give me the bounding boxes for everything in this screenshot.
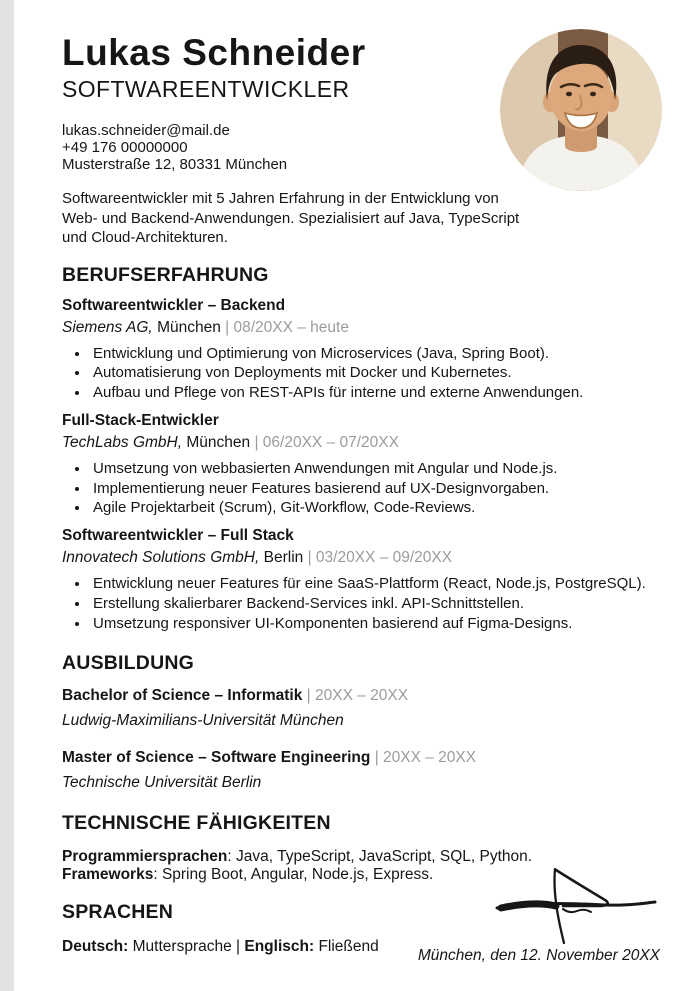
contact-block [62, 122, 666, 173]
job-title: Softwareentwickler – Backend [62, 296, 286, 314]
job-bullet-list [62, 344, 666, 403]
section-education [62, 652, 666, 792]
contact-address: Musterstraße 12, 80331 München [62, 156, 288, 173]
school-name: Ludwig-Maximilians-Universität München [62, 711, 344, 729]
job-company: TechLabs GmbH, [62, 433, 183, 451]
job-bullet: • Entwicklung und Optimierung von Microservices (Java, Spring Boot). [90, 344, 666, 364]
degree-separator: | [374, 748, 379, 766]
section-experience [62, 264, 666, 634]
degree-line [62, 749, 666, 767]
job-company: Innovatech Solutions GmbH, [62, 549, 260, 567]
education-entry [62, 687, 666, 730]
job-bullet: • Entwicklung neuer Features für eine SaaS-Plattform (React, Node.js, PostgreSQL). [90, 574, 666, 594]
language-level: Muttersprache [132, 937, 232, 955]
job-title: Full-Stack-Entwickler [62, 411, 219, 429]
place-date-line: München, den 12. November 20XX [417, 947, 660, 964]
contact-email: lukas.schneider@mail.de [62, 122, 230, 139]
job-bullet: • Umsetzung responsiver UI-Komponenten basierend auf Figma-Designs. [90, 614, 666, 634]
degree-title: Bachelor of Science – Informatik [62, 686, 303, 704]
job-location: München [157, 318, 221, 336]
signature-image [487, 855, 663, 947]
job-dates: 03/20XX – 09/20XX [315, 549, 453, 567]
education-entry [62, 749, 666, 792]
degree-title: Master of Science – Software Engineering [62, 748, 371, 766]
skills-row-label: Programmiersprachen [62, 847, 228, 865]
school-name: Technische Universität Berlin [62, 773, 262, 791]
job-bullet-list [62, 574, 666, 633]
experience-heading: BERUFSERFAHRUNG [62, 263, 269, 286]
skills-row-value: : Java, TypeScript, JavaScript, SQL, Python. [227, 847, 533, 865]
job-bullet: • Aufbau und Pflege von REST-APIs für interne und externe Anwendungen. [90, 383, 666, 403]
skills-row-label: Frameworks [62, 866, 154, 884]
job-bullet: • Agile Projektarbeit (Scrum), Git-Workflow, Code-Reviews. [90, 498, 666, 518]
job-meta-separator: | [254, 433, 259, 451]
job-bullet: • Implementierung neuer Features basierend auf UX-Designvorgaben. [90, 479, 666, 499]
profile-summary: Softwareentwickler mit 5 Jahren Erfahrung in der Entwicklung von Web- und Backend-Anwendungen. Spezialisiert auf Java, TypeScript und Cloud-Architekturen. [62, 190, 520, 246]
language-label: Deutsch: [62, 937, 129, 955]
job-dates: 06/20XX – 07/20XX [262, 433, 399, 451]
job-meta-separator: | [307, 549, 312, 567]
job-dates: 08/20XX – heute [233, 318, 349, 336]
job-location: München [186, 433, 251, 451]
languages-separator: | [236, 937, 241, 955]
job-entry [62, 412, 666, 518]
job-meta [62, 434, 666, 452]
resume-content [62, 0, 666, 956]
education-heading: AUSBILDUNG [62, 651, 194, 674]
degree-dates: 20XX – 20XX [314, 686, 409, 704]
skills-row-value: : Spring Boot, Angular, Node.js, Express. [153, 866, 434, 884]
job-bullet: • Automatisierung von Deployments mit Docker und Kubernetes. [90, 363, 666, 383]
job-bullet: • Umsetzung von webbasierten Anwendungen mit Angular und Node.js. [90, 459, 666, 479]
language-label: Englisch: [244, 937, 315, 955]
language-level: Fließend [318, 937, 379, 955]
degree-line [62, 687, 666, 705]
job-entry [62, 527, 666, 633]
job-company: Siemens AG, [62, 318, 153, 336]
job-bullet: • Erstellung skalierbarer Backend-Services inkl. API-Schnittstellen. [90, 594, 666, 614]
page-left-margin-strip [0, 0, 14, 991]
languages-heading: SPRACHEN [62, 900, 174, 923]
person-role: SOFTWAREENTWICKLER [62, 76, 350, 102]
job-location: Berlin [263, 549, 304, 567]
person-name: Lukas Schneider [62, 32, 366, 73]
job-bullet-list [62, 459, 666, 518]
degree-separator: | [306, 686, 311, 704]
job-meta-separator: | [225, 318, 230, 336]
skills-heading: TECHNISCHE FÄHIGKEITEN [62, 811, 331, 834]
job-meta [62, 319, 666, 337]
job-title: Softwareentwickler – Full Stack [62, 527, 294, 545]
job-entry [62, 297, 666, 403]
contact-phone: +49 176 00000000 [62, 139, 188, 156]
degree-dates: 20XX – 20XX [383, 748, 477, 766]
job-meta [62, 549, 666, 567]
